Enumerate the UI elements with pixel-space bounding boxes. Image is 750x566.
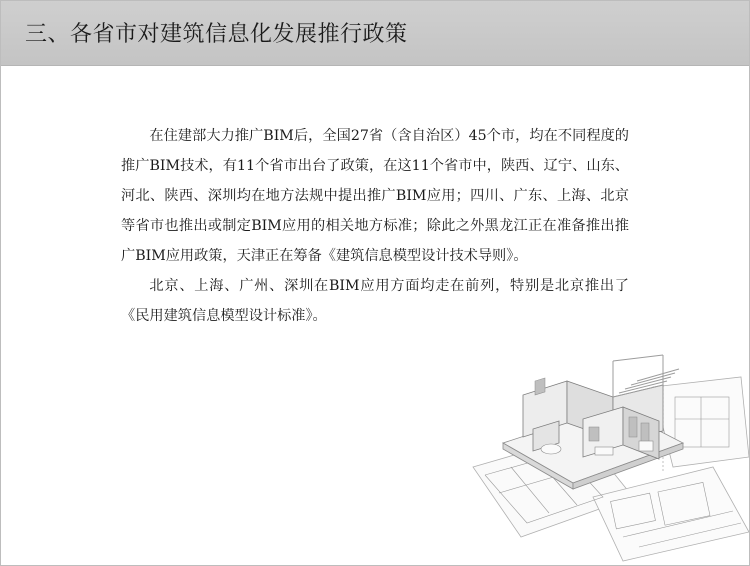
paragraph-2: 北京、上海、广州、深圳在BIM应用方面均走在前列，特别是北京推出了《民用建筑信息模型设计标准》。 (121, 278, 629, 324)
title-bar (1, 1, 749, 66)
building-model-illustration (463, 347, 750, 565)
body-text (121, 121, 629, 331)
slide-title: 三、各省市对建筑信息化发展推行政策 (25, 22, 408, 47)
paragraph-1: 在住建部大力推广BIM后，全国27省（含自治区）45个市，均在不同程度的推广BIM技术，有11个省市出台了政策，在这11个省市中，陕西、辽宁、山东、河北、陕西、深圳均在地方法规中提出推广BIM应用；四川、广东、上海、北京等省市也推出或制定BIM应用的相关地方标准；除此之外黑龙江正在准备推出推广BIM应用政策，天津正在筹备《建筑信息模型设计技术导则》。 (121, 128, 629, 264)
